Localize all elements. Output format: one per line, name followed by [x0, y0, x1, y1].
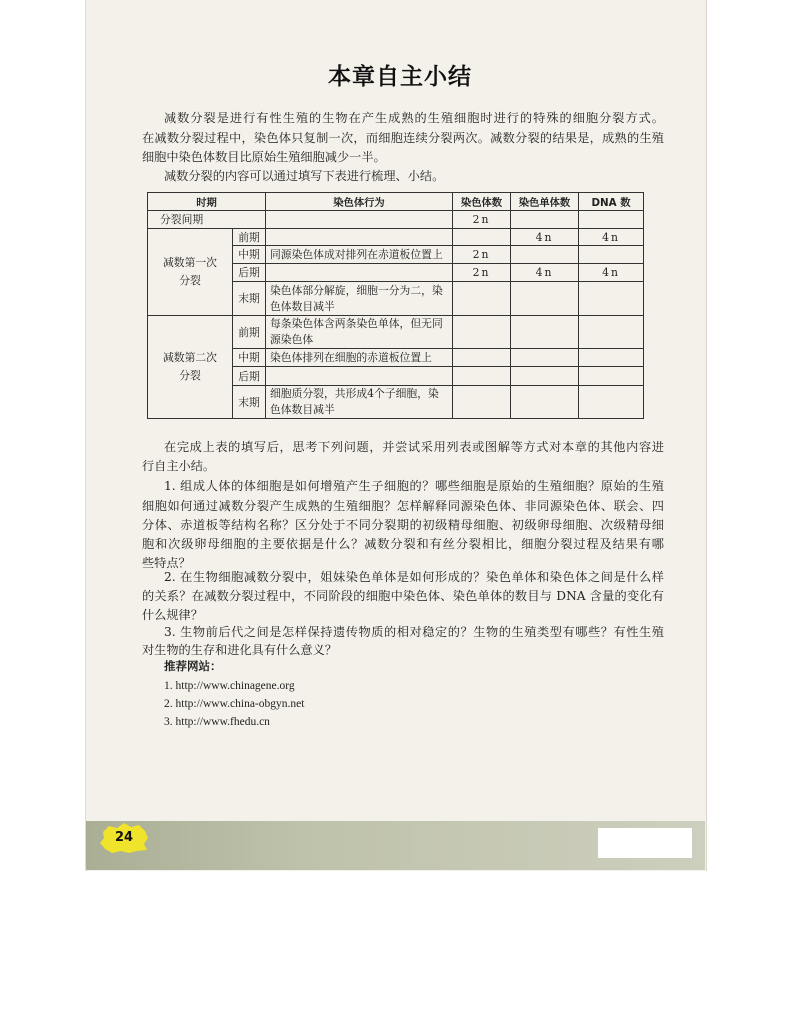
question-1-line: 分体、赤道板等结构名称？区分处于不同分裂期的初级精母细胞、初级卵母细胞、次级精母细 — [142, 518, 664, 532]
dna-count-cell — [579, 316, 644, 349]
phase-label: 前期 — [233, 316, 266, 349]
chromatid-count-cell — [511, 386, 579, 419]
phase-label: 中期 — [233, 246, 266, 264]
chromatid-count-cell — [511, 211, 579, 229]
phase-label: 后期 — [233, 367, 266, 386]
question-2-line: 的关系？在减数分裂过程中，不同阶段的细胞中染色体、染色单体的数目与 DNA 含量的变化有 — [142, 589, 664, 603]
phase-label: 后期 — [233, 264, 266, 282]
dna-count-cell — [579, 367, 644, 386]
chromatid-count-cell — [511, 367, 579, 386]
website-item: 3. http://www.fhedu.cn — [164, 716, 270, 728]
intro-line: 减数分裂是进行有性生殖的生物在产生成熟的生殖细胞时进行的特殊的细胞分裂方式。 — [164, 111, 664, 125]
question-1-line: 细胞如何通过减数分裂产生成熟的生殖细胞？怎样解释同源染色体、非同源染色体、联会、四 — [142, 499, 664, 513]
phase-label: 末期 — [233, 282, 266, 316]
question-1-line: 些特点？ — [142, 556, 191, 570]
question-1-line: 1. 组成人体的体细胞是如何增殖产生子细胞的？哪些细胞是原始的生殖细胞？原始的生殖 — [164, 479, 664, 493]
table-row — [148, 211, 644, 229]
reflection-line: 行自主小结。 — [142, 459, 216, 473]
group-label-line: 减数第一次 — [163, 256, 217, 269]
header-chromatid-count: 染色单体数 — [511, 193, 579, 211]
page-title: 本章自主小结 — [328, 64, 472, 90]
chromosome-count-cell — [453, 229, 511, 246]
group-label-line: 分裂 — [179, 369, 201, 382]
chromosome-count-cell: 2n — [453, 211, 511, 229]
chromosome-count-cell: 2n — [453, 264, 511, 282]
question-2-line: 2. 在生物细胞减数分裂中，姐妹染色单体是如何形成的？染色单体和染色体之间是什么样 — [164, 570, 664, 584]
behavior-cell — [266, 211, 453, 229]
chromatid-count-cell: 4n — [511, 264, 579, 282]
behavior-cell — [266, 264, 453, 282]
chromosome-count-cell: 2n — [453, 246, 511, 264]
intro-line: 减数分裂的内容可以通过填写下表进行梳理、小结。 — [164, 169, 445, 183]
phase-label: 末期 — [233, 386, 266, 419]
chromatid-count-cell: 4n — [511, 229, 579, 246]
group-label-line: 分裂 — [179, 274, 201, 287]
chromatid-count-cell — [511, 349, 579, 367]
behavior-cell — [266, 367, 453, 386]
meiosis-2-label — [148, 316, 233, 419]
header-chromosome-count: 染色体数 — [453, 193, 511, 211]
chromosome-count-cell — [453, 282, 511, 316]
dna-count-cell — [579, 246, 644, 264]
chromosome-count-cell — [453, 349, 511, 367]
behavior-cell: 染色体排列在细胞的赤道板位置上 — [266, 349, 453, 367]
reflection-line: 在完成上表的填写后，思考下列问题，并尝试采用列表或图解等方式对本章的其他内容进 — [164, 440, 664, 454]
chromosome-count-cell — [453, 367, 511, 386]
dna-count-cell — [579, 386, 644, 419]
table-row — [148, 316, 644, 349]
question-2-line: 什么规律？ — [142, 608, 203, 622]
question-3-line: 对生物的生存和进化具有什么意义？ — [142, 643, 337, 657]
behavior-cell — [266, 229, 453, 246]
recommended-sites-heading: 推荐网站： — [164, 659, 222, 673]
chromatid-count-cell — [511, 282, 579, 316]
header-period: 时期 — [148, 193, 266, 211]
dna-count-cell — [579, 282, 644, 316]
table-header-row — [148, 193, 644, 211]
dna-count-cell — [579, 211, 644, 229]
table-row — [148, 229, 644, 246]
interphase-label: 分裂间期 — [148, 211, 266, 229]
dna-count-cell: 4n — [579, 229, 644, 246]
intro-line: 在减数分裂过程中，染色体只复制一次，而细胞连续分裂两次。减数分裂的结果是，成熟的生殖 — [142, 131, 664, 145]
meiosis-summary-table — [147, 192, 644, 419]
dna-count-cell — [579, 349, 644, 367]
behavior-cell: 每条染色体含两条染色单体，但无同源染色体 — [266, 316, 453, 349]
website-item: 1. http://www.chinagene.org — [164, 680, 295, 692]
dna-count-cell: 4n — [579, 264, 644, 282]
meiosis-1-label — [148, 229, 233, 316]
phase-label: 中期 — [233, 349, 266, 367]
page-number: 24 — [114, 830, 134, 845]
behavior-cell: 染色体部分解旋，细胞一分为二，染色体数目减半 — [266, 282, 453, 316]
behavior-cell: 同源染色体成对排列在赤道板位置上 — [266, 246, 453, 264]
header-chromosome-behavior: 染色体行为 — [266, 193, 453, 211]
chromosome-count-cell — [453, 386, 511, 419]
intro-line: 细胞中染色体数目比原始生殖细胞减少一半。 — [142, 150, 386, 164]
question-3-line: 3. 生物前后代之间是怎样保持遗传物质的相对稳定的？生物的生殖类型有哪些？有性生殖 — [164, 625, 664, 639]
group-label-line: 减数第二次 — [163, 351, 217, 364]
chromatid-count-cell — [511, 316, 579, 349]
header-dna-count: DNA 数 — [579, 193, 644, 211]
website-item: 2. http://www.china-obgyn.net — [164, 698, 305, 710]
phase-label: 前期 — [233, 229, 266, 246]
question-1-line: 胞和次级卵母细胞的主要依据是什么？减数分裂和有丝分裂相比，细胞分裂过程及结果有哪 — [142, 537, 664, 551]
chromosome-count-cell — [453, 316, 511, 349]
footer-blank-patch — [598, 828, 692, 858]
chromatid-count-cell — [511, 246, 579, 264]
behavior-cell: 细胞质分裂，共形成4个子细胞，染色体数目减半 — [266, 386, 453, 419]
